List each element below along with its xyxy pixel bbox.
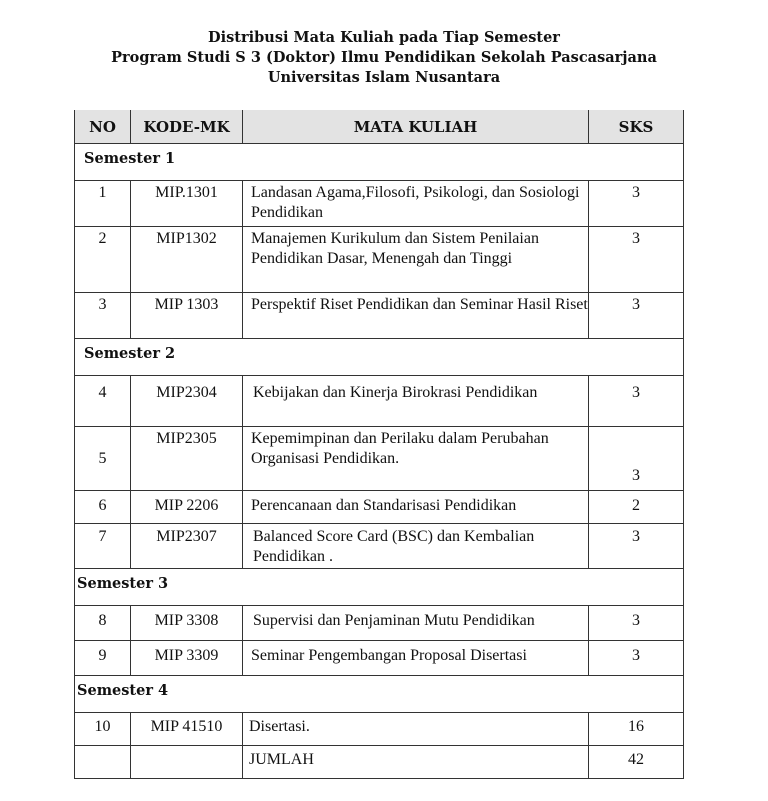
table-row bbox=[75, 491, 684, 524]
table-row bbox=[75, 427, 684, 491]
total-sks: 42 bbox=[589, 746, 684, 779]
cell-kode: MIP2307 bbox=[131, 524, 243, 569]
header-kode: KODE-MK bbox=[131, 110, 243, 144]
cell-no: 8 bbox=[75, 606, 131, 641]
total-row bbox=[75, 746, 684, 779]
title-line-2: Program Studi S 3 (Doktor) Ilmu Pendidikan Sekolah Pascasarjana bbox=[111, 49, 657, 66]
cell-kode: MIP2304 bbox=[131, 376, 243, 427]
table-row bbox=[75, 376, 684, 427]
total-label: JUMLAH bbox=[243, 746, 589, 779]
cell-sks: 3 bbox=[589, 293, 684, 339]
cell-mata-kuliah: Kepemimpinan dan Perilaku dalam Perubahan Organisasi Pendidikan. bbox=[243, 427, 589, 491]
cell-mata-kuliah: Balanced Score Card (BSC) dan Kembalian Pendidikan . bbox=[243, 524, 589, 569]
cell-sks: 3 bbox=[589, 376, 684, 427]
cell-mata-kuliah: Supervisi dan Penjaminan Mutu Pendidikan bbox=[243, 606, 589, 641]
cell-kode: MIP 1303 bbox=[131, 293, 243, 339]
cell-kode: MIP 3308 bbox=[131, 606, 243, 641]
cell-mata-kuliah: Disertasi. bbox=[243, 713, 589, 746]
semester-label: Semester 1 bbox=[75, 144, 684, 181]
cell-sks: 3 bbox=[589, 427, 684, 491]
cell-sks: 3 bbox=[589, 641, 684, 676]
cell-mata-kuliah: Landasan Agama,Filosofi, Psikologi, dan Sosiologi Pendidikan bbox=[243, 181, 589, 227]
cell-kode: MIP2305 bbox=[131, 427, 243, 491]
cell-no: 2 bbox=[75, 227, 131, 293]
semester-label: Semester 4 bbox=[75, 676, 684, 713]
cell-sks: 2 bbox=[589, 491, 684, 524]
cell-kode: MIP 41510 bbox=[131, 713, 243, 746]
cell-sks: 3 bbox=[589, 606, 684, 641]
cell-sks: 16 bbox=[589, 713, 684, 746]
table-row bbox=[75, 524, 684, 569]
cell-no: 5 bbox=[75, 427, 131, 491]
title-line-3: Universitas Islam Nusantara bbox=[267, 69, 501, 86]
cell-mata-kuliah: Kebijakan dan Kinerja Birokrasi Pendidikan bbox=[243, 376, 589, 427]
table-row bbox=[75, 713, 684, 746]
cell-no: 10 bbox=[75, 713, 131, 746]
cell-mata-kuliah: Perspektif Riset Pendidikan dan Seminar Hasil Riset bbox=[243, 293, 589, 339]
title-line-1: Distribusi Mata Kuliah pada Tiap Semester bbox=[208, 29, 560, 46]
table-header-row bbox=[75, 110, 684, 144]
semester-row bbox=[75, 144, 684, 181]
cell-sks: 3 bbox=[589, 181, 684, 227]
cell-no: 7 bbox=[75, 524, 131, 569]
semester-row bbox=[75, 569, 684, 606]
semester-row bbox=[75, 676, 684, 713]
cell-no: 4 bbox=[75, 376, 131, 427]
cell-kode-empty bbox=[131, 746, 243, 779]
semester-label: Semester 3 bbox=[75, 569, 684, 606]
cell-no: 3 bbox=[75, 293, 131, 339]
document-title bbox=[0, 28, 768, 88]
table-row bbox=[75, 227, 684, 293]
cell-kode: MIP1302 bbox=[131, 227, 243, 293]
cell-sks: 3 bbox=[589, 524, 684, 569]
cell-sks: 3 bbox=[589, 227, 684, 293]
table-row bbox=[75, 293, 684, 339]
header-mata-kuliah: MATA KULIAH bbox=[243, 110, 589, 144]
cell-no: 1 bbox=[75, 181, 131, 227]
cell-mata-kuliah: Manajemen Kurikulum dan Sistem Penilaian Pendidikan Dasar, Menengah dan Tinggi bbox=[243, 227, 589, 293]
cell-mata-kuliah: Seminar Pengembangan Proposal Disertasi bbox=[243, 641, 589, 676]
cell-kode: MIP 3309 bbox=[131, 641, 243, 676]
table-row bbox=[75, 606, 684, 641]
table-row bbox=[75, 181, 684, 227]
course-distribution-table bbox=[74, 110, 684, 779]
cell-kode: MIP.1301 bbox=[131, 181, 243, 227]
table-row bbox=[75, 641, 684, 676]
cell-no: 6 bbox=[75, 491, 131, 524]
cell-no: 9 bbox=[75, 641, 131, 676]
header-no: NO bbox=[75, 110, 131, 144]
semester-row bbox=[75, 339, 684, 376]
semester-label: Semester 2 bbox=[75, 339, 684, 376]
cell-no-empty bbox=[75, 746, 131, 779]
header-sks: SKS bbox=[589, 110, 684, 144]
cell-mata-kuliah: Perencanaan dan Standarisasi Pendidikan bbox=[243, 491, 589, 524]
cell-kode: MIP 2206 bbox=[131, 491, 243, 524]
